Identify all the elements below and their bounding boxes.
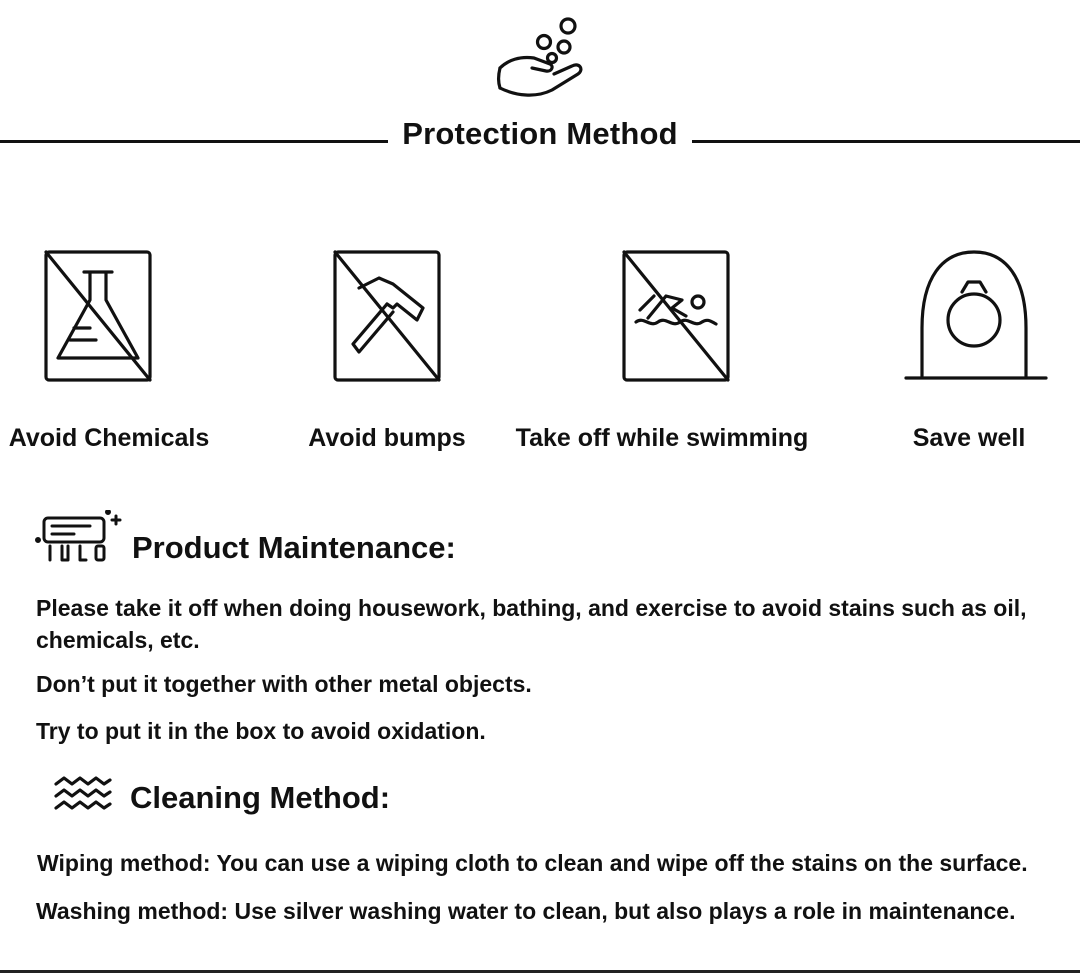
maintenance-line-2: Don’t put it together with other metal objects. [36,671,532,697]
avoid-chemicals-label: Avoid Chemicals [8,424,210,452]
maintenance-line-3: Try to put it in the box to avoid oxidation. [36,718,486,744]
hand-with-bubbles-icon [494,16,590,100]
page-title: Protection Method [402,116,678,151]
washing-machine-icon [34,510,122,566]
no-swimming-icon [620,248,732,386]
take-off-swimming-label: Take off while swimming [515,424,809,452]
cleaning-line-1: Wiping method: You can use a wiping cloth to clean and wipe off the stains on the surface. [37,850,1028,876]
cleaning-line-2: Washing method: Use silver washing water to clean, but also plays a role in maintenance. [36,898,1016,924]
maintenance-line-1: Please take it off when doing housework, bathing, and exercise to avoid stains such as oil, chemicals, etc. [36,595,1027,653]
bottom-divider [0,970,1080,973]
cleaning-title: Cleaning Method: [130,780,391,815]
no-hammer-icon [331,248,443,386]
save-well-label: Save well [912,424,1026,452]
avoid-bumps-label: Avoid bumps [308,424,466,452]
ring-box-icon [902,248,1050,386]
waves-icon [54,776,112,816]
maintenance-title: Product Maintenance: [132,530,456,565]
no-chemicals-icon [42,248,154,386]
